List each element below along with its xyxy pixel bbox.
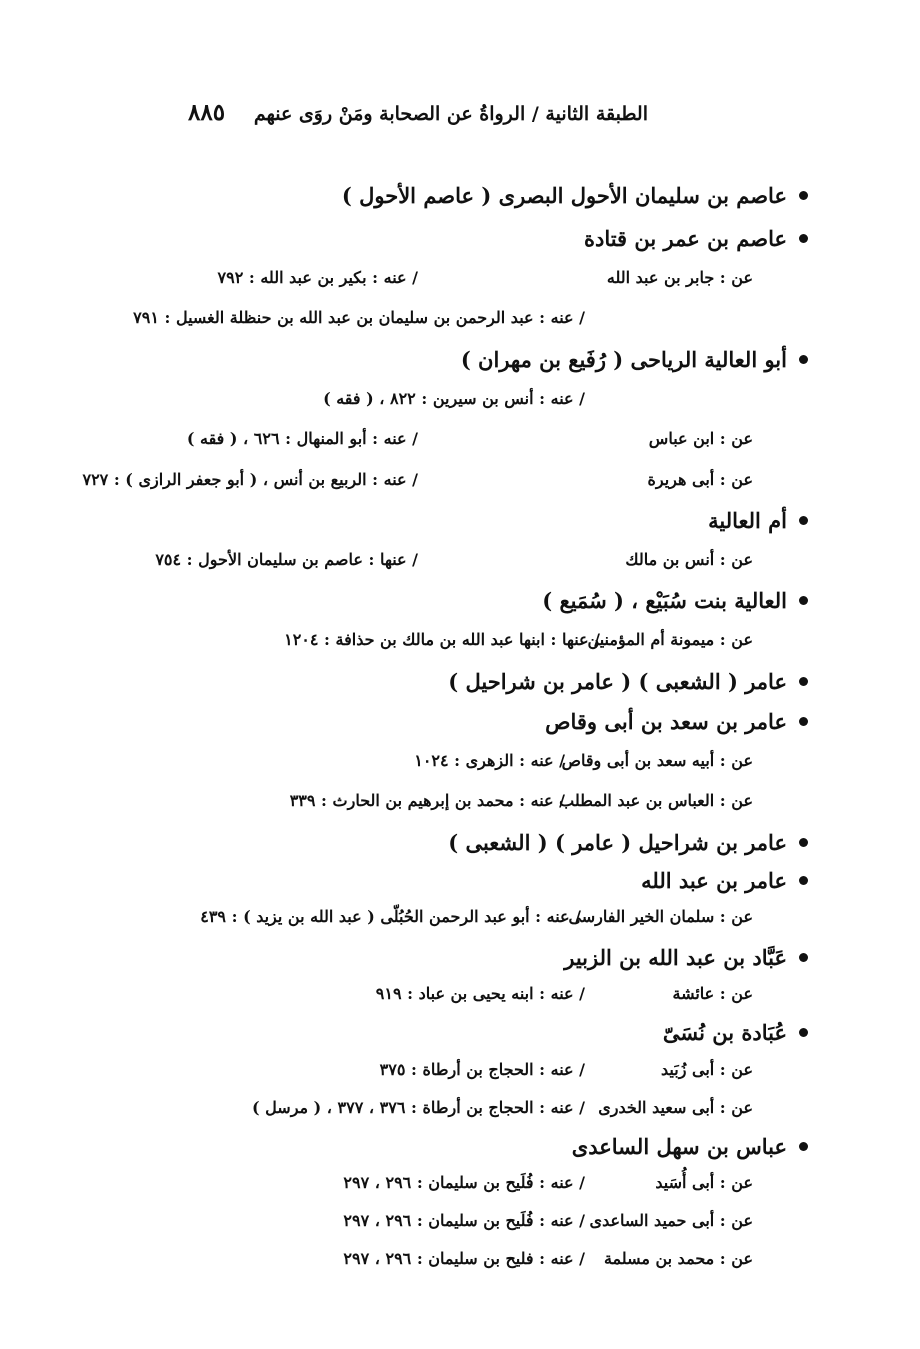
bullet-icon [799, 355, 808, 364]
narration-line [153, 1211, 753, 1235]
narration-line [323, 389, 585, 408]
entry-heading [708, 508, 808, 533]
entry-heading [564, 945, 808, 970]
narration-line [153, 751, 753, 775]
narration-from: عن : أبى سعيد الخدرى [598, 1098, 753, 1117]
narration-to: / عنه : عبد الرحمن بن سليمان بن عبد الله بن حنظلة الغسيل : ٧٩١ [133, 308, 585, 327]
bullet-icon [799, 516, 808, 525]
narration-from: عن : أبى هريرة [647, 470, 753, 489]
narration-from: عن : محمد بن مسلمة [603, 1249, 753, 1268]
narration-to: / عنه : أبو المنهال : ٦٢٦ ، ( فقه ) [186, 429, 418, 448]
entry-name: عامر ( الشعبى ) ( عامر بن شراحيل ) [448, 669, 787, 694]
bullet-icon [799, 234, 808, 243]
bullet-icon [799, 838, 808, 847]
entry-name: عاصم بن عمر بن قتادة [583, 226, 787, 251]
entry-name: عامر بن شراحيل ( عامر ) ( الشعبى ) [448, 830, 787, 855]
bullet-icon [799, 953, 808, 962]
running-header-title: الطبقة الثانية / الرواةُ عن الصحابة ومَنْ روَى عنهم [253, 103, 648, 125]
narration-from: عن : أبى أُسَيد [655, 1173, 753, 1192]
page-number: ٨٨٥ [188, 99, 226, 126]
bullet-icon [799, 876, 808, 885]
entry-heading [545, 709, 808, 734]
entry-name: عامر بن سعد بن أبى وقاص [545, 709, 787, 734]
narration-from: عن : ابن عباس [648, 429, 753, 448]
entry-heading [461, 347, 808, 372]
bullet-icon [799, 1142, 808, 1151]
narration-line [153, 791, 753, 815]
narration-to: / عنه : محمد بن إبرهيم بن الحارث : ٣٣٩ [289, 791, 565, 810]
narration-from: عن : جابر بن عبد الله [606, 268, 753, 287]
narration-line [153, 429, 753, 453]
entry-heading [572, 1134, 808, 1159]
bullet-icon [799, 191, 808, 200]
narration-from: عن : سلمان الخير الفارسى [568, 907, 753, 926]
narration-from: عن : ميمونة أم المؤمنين [587, 630, 753, 649]
entry-heading [641, 868, 808, 893]
bullet-icon [799, 596, 808, 605]
narration-line [153, 984, 753, 1008]
entry-name: أبو العالية الرياحى ( رُفَيع بن مهران ) [460, 347, 787, 372]
bullet-icon [799, 717, 808, 726]
entry-heading [584, 226, 808, 251]
narration-from: عن : عائشة [672, 984, 753, 1003]
narration-from: عن : أبيه سعد بن أبى وقاص [561, 751, 753, 770]
narration-line [82, 470, 753, 494]
bullet-icon [799, 677, 808, 686]
narration-to: / عنه : فليح بن سليمان : ٢٩٦ ، ٢٩٧ [343, 1249, 585, 1268]
narration-line [153, 550, 753, 574]
bullet-icon [799, 1028, 808, 1037]
entry-name: عَبَّاد بن عبد الله بن الزبير [564, 945, 787, 970]
narration-line [153, 1060, 753, 1084]
entry-name: عامر بن عبد الله [641, 868, 787, 893]
entry-name: عاصم بن سليمان الأحول البصرى ( عاصم الأحول ) [341, 183, 787, 208]
entry-name: عُبَادة بن نُسَىّ [662, 1020, 787, 1045]
narration-to: / عنه : فُلَيح بن سليمان : ٢٩٦ ، ٢٩٧ [343, 1211, 585, 1230]
narration-from: عن : أبى حميد الساعدى [589, 1211, 753, 1230]
narration-to: / عنه : أبو عبد الرحمن الحُبُلّى ( عبد الله بن يزيد ) : ٤٣٩ [200, 907, 581, 926]
narration-to: / عنه : الربيع بن أنس ، ( أبو جعفر الرازى ) : ٧٢٧ [82, 470, 418, 489]
entry-name: أم العالية [708, 508, 787, 533]
narration-from: عن : أنس بن مالك [625, 550, 753, 569]
narration-to: / عنه : بكير بن عبد الله : ٧٩٢ [217, 268, 418, 287]
narration-to: / عنه : ابنه يحيى بن عباد : ٩١٩ [375, 984, 585, 1003]
narration-to: / عنه : الحجاج بن أرطاة : ٣٧٥ [379, 1060, 585, 1079]
entry-heading [448, 830, 808, 855]
entry-name: عباس بن سهل الساعدى [571, 1134, 787, 1159]
narration-to: / عنه : أنس بن سيرين : ٨٢٢ ، ( فقه ) [323, 389, 585, 408]
entry-heading [663, 1020, 808, 1045]
entry-heading [448, 669, 808, 694]
narration-from: عن : أبى زُبَيد [661, 1060, 753, 1079]
entry-heading [342, 183, 808, 208]
narration-from: عن : العباس بن عبد المطلب [559, 791, 753, 810]
narration-line [153, 1098, 753, 1122]
narration-to: / عنه : فُلَيح بن سليمان : ٢٩٦ ، ٢٩٧ [343, 1173, 585, 1192]
narration-to: / عنه : الزهرى : ١٠٢٤ [414, 751, 565, 770]
narration-to: / عنها : ابنها عبد الله بن مالك بن حذافة : ١٢٠٤ [284, 630, 600, 649]
narration-to: / عنه : الحجاج بن أرطاة : ٣٧٦ ، ٣٧٧ ، ( مرسل ) [252, 1098, 585, 1117]
narration-line [133, 308, 585, 327]
narration-line [153, 630, 753, 654]
narration-line [153, 1249, 753, 1273]
entry-name: العالية بنت سُبَيْع ، ( سُمَيع ) [542, 588, 787, 613]
narration-line [153, 268, 753, 292]
narration-line [153, 1173, 753, 1197]
narration-to: / عنها : عاصم بن سليمان الأحول : ٧٥٤ [155, 550, 418, 569]
narration-line [153, 907, 753, 931]
entry-heading [542, 588, 808, 613]
